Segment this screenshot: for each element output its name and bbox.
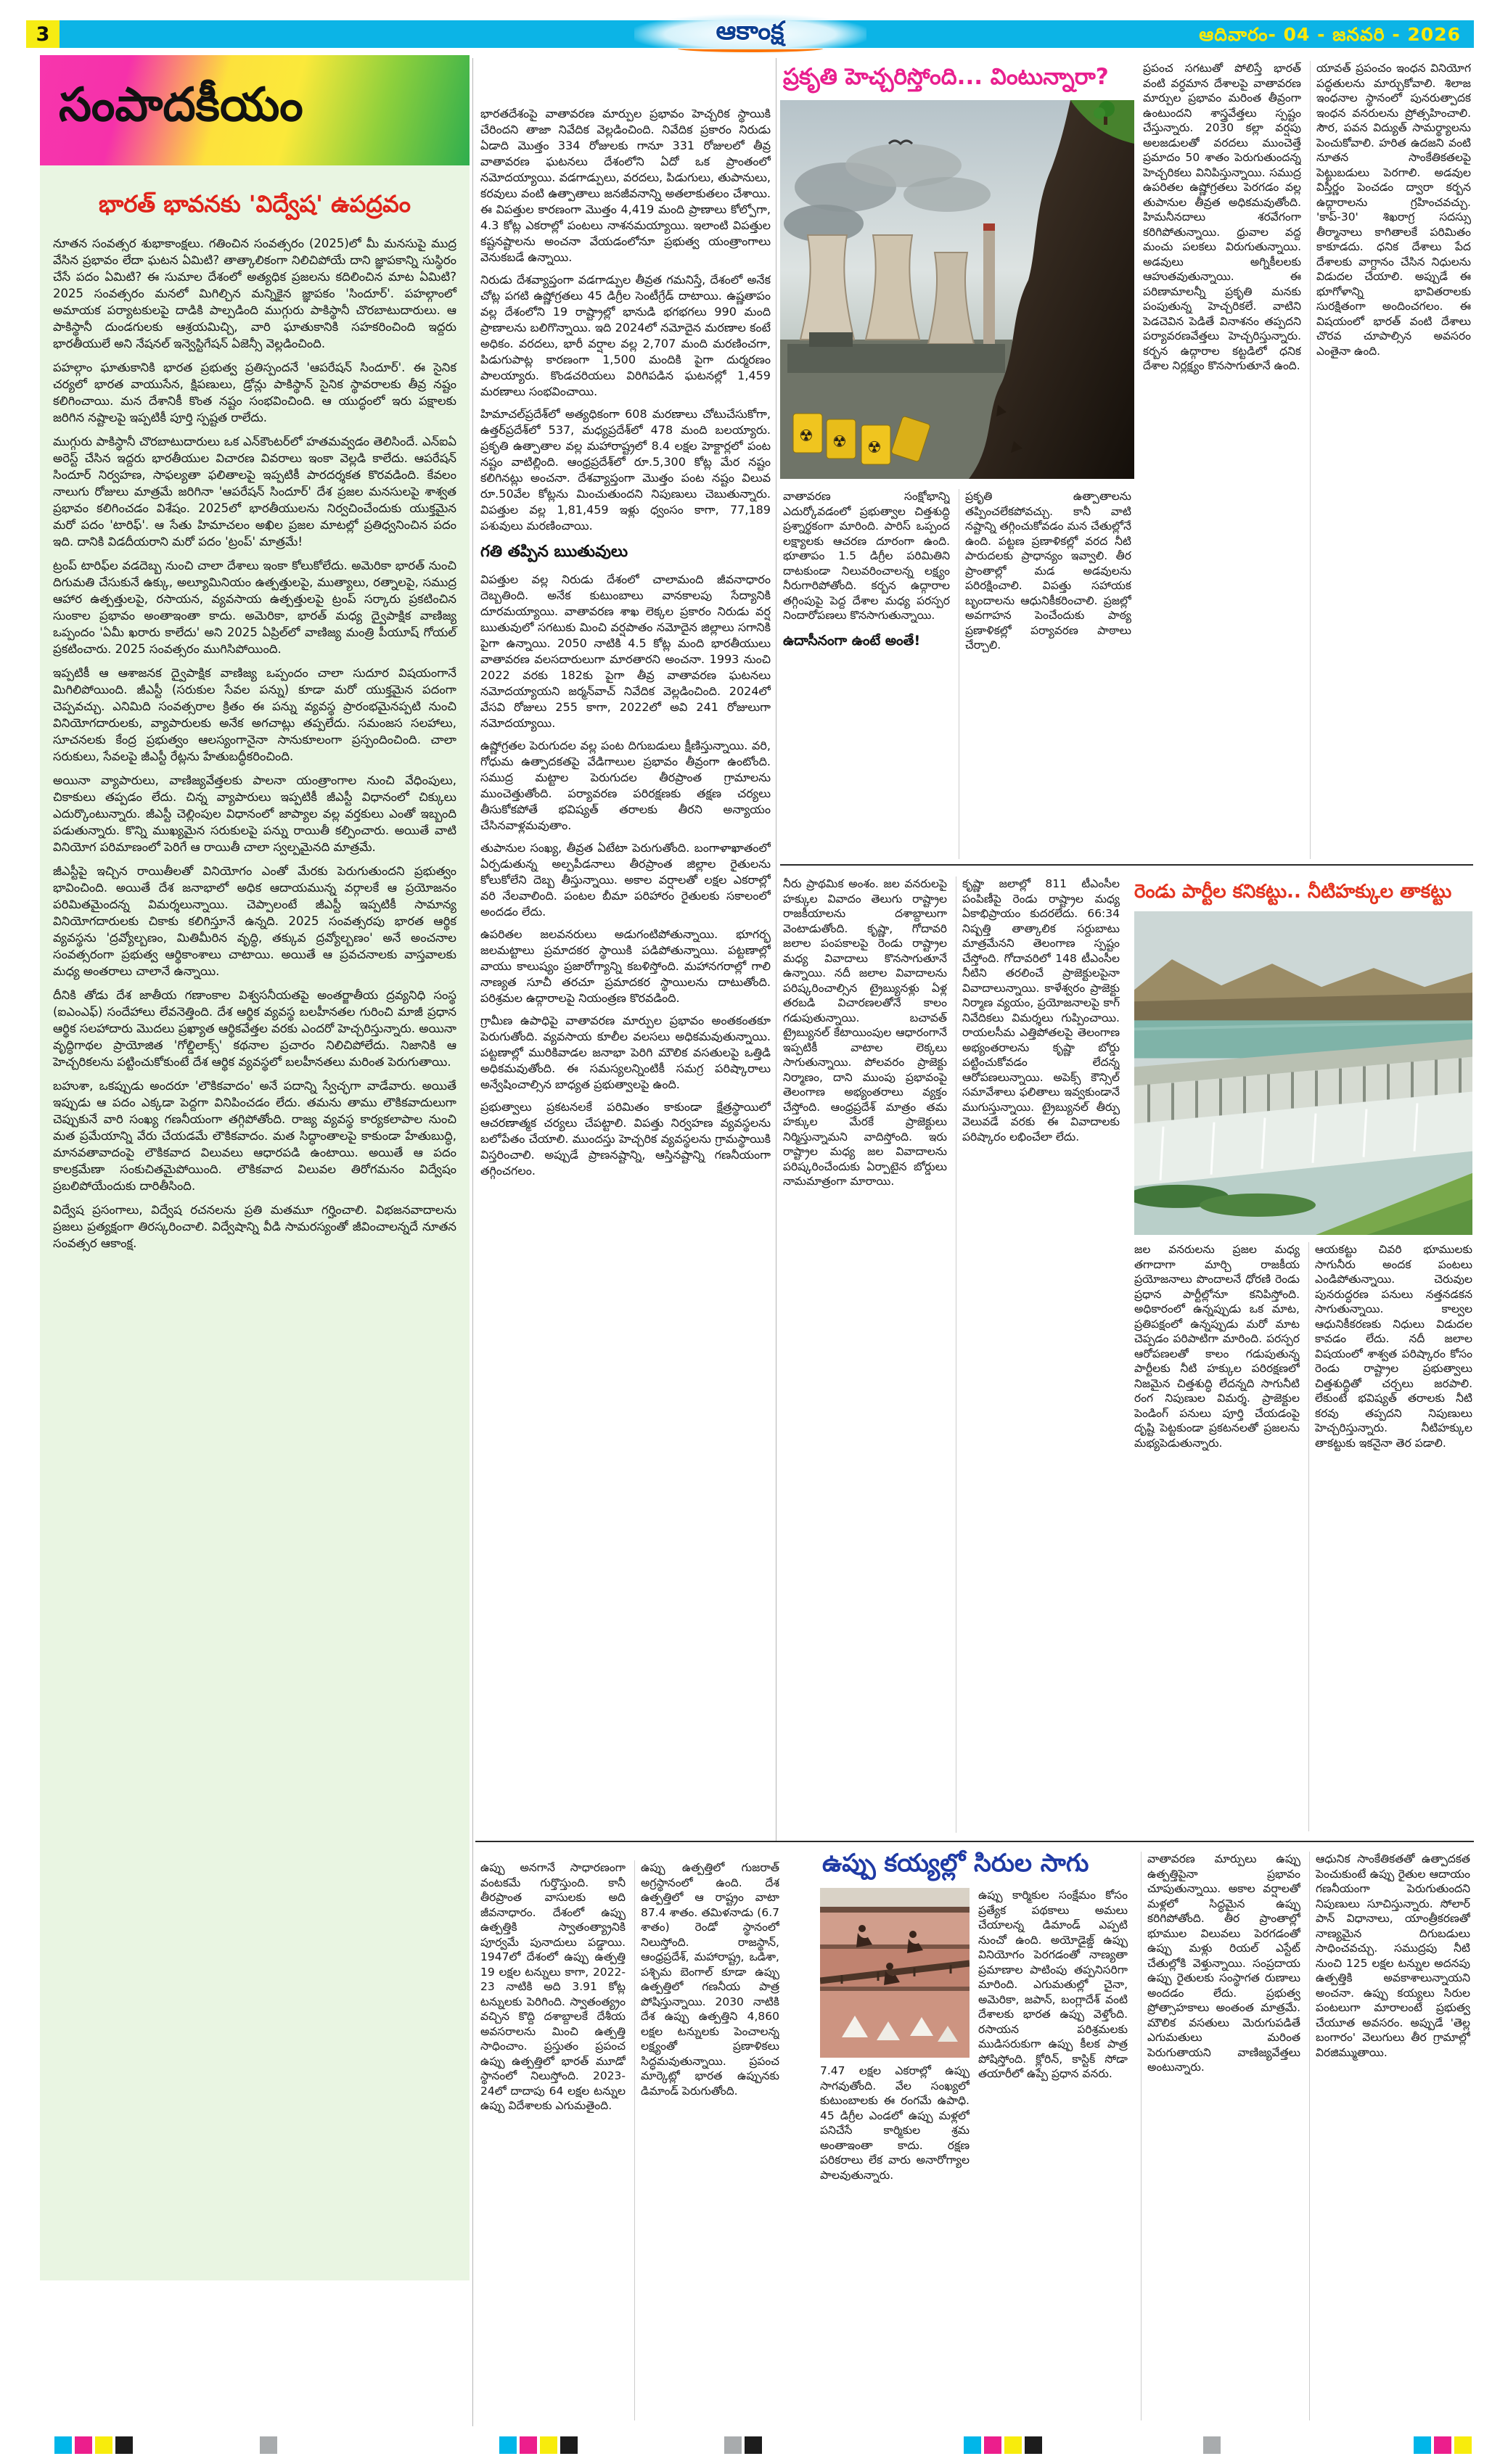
article-paragraph: ప్రభుత్వాలు ప్రకటనలకే పరిమితం కాకుండా క్షేత్రస్థాయిలో ఆచరణాత్మక చర్యలు చేపట్టాలి. విపత్తు నిర్వహణ వ్యవస్థలను బలోపేతం చేయాలి. ముందస్తు హెచ్చరిక వ్యవస్థలను గ్రామస్థాయికి విస్తరించాలి. అప్పుడే ప్రాణనష్టాన్ని, ఆస్తినష్టాన్ని గణనీయంగా తగ్గించగలం. bbox=[480, 1100, 771, 1178]
header-bar bbox=[26, 17, 1474, 48]
salt-article bbox=[475, 1844, 1475, 2426]
article-column bbox=[783, 489, 950, 859]
article-column: కృష్ణా జలాల్లో 811 టీఎంసీల పంపిణీపై రెండు రాష్ట్రాల మధ్య ఏకాభిప్రాయం కుదరలేదు. 66:34 నిష్పత్తి తాత్కాలిక సర్దుబాటు మాత్రమేనని తెలంగాణ స్పష్టం చేస్తోంది. గోదావరిలో 148 టీఎంసీల నీటిని తరలించే ప్రాజెక్టులపైనా వివాదాలున్నాయి. కాళేశ్వరం ప్రాజెక్టు నిర్మాణ వ్యయం, ప్రయోజనాలపై కాగ్ నివేదికలు విమర్శలు గుప్పించాయి. రాయలసీమ ఎత్తిపోతలపై తెలంగాణ అభ్యంతరాలను కృష్ణా బోర్డు పట్టించుకోవడం లేదన్న ఆరోపణలున్నాయి. అపెక్స్ కౌన్సిల్ సమావేశాలు ఫలితాలు ఇవ్వకుండానే ముగుస్తున్నాయి. ట్రైబ్యునల్ తీర్పు వెలువడే వరకు ఈ వివాదాలకు పరిష్కారం లభించేలా లేదు. bbox=[956, 876, 1120, 1833]
print-color-patch bbox=[1203, 2436, 1221, 2454]
article-column: 7.47 లక్షల ఎకరాల్లో ఉప్పు సాగవుతోంది. వేల సంఖ్యలో కుటుంబాలకు ఈ రంగమే ఉపాధి. 45 డిగ్రీల ఎండలో ఉప్పు మళ్లలో పనిచేసే కార్మికుల శ్రమ అంతాఇంతా కాదు. రక్షణ పరికరాలు లేక వారు అనారోగ్యాల పాలవుతున్నారు. bbox=[820, 2064, 970, 2182]
print-color-patch bbox=[1454, 2436, 1472, 2454]
article-column: వాతావరణ మార్పులు ఉప్పు ఉత్పత్తిపైనా ప్రభావం చూపుతున్నాయి. అకాల వర్షాలతో మళ్లలో సిద్ధమైన ఉప్పు కరిగిపోతోంది. తీర ప్రాంతాల్లో భూముల విలువలు పెరగడంతో ఉప్పు మళ్లు రియల్ ఎస్టేట్ చేతుల్లోకి వెళ్తున్నాయి. సంప్రదాయ ఉప్పు రైతులకు సంస్థాగత రుణాలు అందడం లేదు. ప్రభుత్వ ప్రోత్సాహకాలు అంతంత మాత్రమే. మౌలిక వసతులు మెరుగుపడితే ఎగుమతులు మరింత పెరుగుతాయని వాణిజ్యవేత్తలు అంటున్నారు. bbox=[1141, 1852, 1300, 2420]
editorial-masthead bbox=[40, 55, 470, 165]
article-paragraph: విపత్తుల వల్ల నిరుడు దేశంలో చాలామంది జీవనాధారం దెబ్బతింది. అనేక కుటుంబాలు వానకాలపు సేద్యానికి దూరమయ్యాయి. వాతావరణ శాఖ లెక్కల ప్రకారం నిరుడు వర్ష ఋతువులో సగటుకు మించి వర్షపాతం నమోదైన జిల్లాలు సగానికి పైగా ఉన్నాయి. 2050 నాటికి 4.5 కోట్ల మంది భారతీయులు వాతావరణ వలసదారులుగా మారతారని అంచనా. 1993 నుంచి 2022 వరకు 182కు పైగా తీవ్ర వాతావరణ ఘటనలు నమోదయ్యాయని జర్మన్‌వాచ్ నివేదిక వెల్లడించింది. 2024లో వేసవి రోజులు 255 కాగా, 2022లో అవి 241 రోజులుగా నమోదయ్యాయి. bbox=[480, 572, 771, 730]
editorial-paragraph: అయినా వ్యాపారులు, వాణిజ్యవేత్తలకు పాలనా యంత్రాంగాల నుంచి వేధింపులు, చికాకులు తప్పడం లేదు. చిన్న వ్యాపారులు ఇప్పటికీ జీఎస్టీ విధానంలో చిక్కులు ఎదుర్కొంటున్నారు. జీఎస్టీ చెల్లింపుల విధానంలో జాప్యాల వల్ల వర్తకులు ఎంతో ఇబ్బంది పడుతున్నారు. కొన్ని ముఖ్యమైన సరుకులపై పన్ను రాయితీ కల్పించారు. అయితే వాటి వినియోగ పరిమాణంలో పెరిగే ఆ రాయితీ చాలా స్వల్పమైనది మాత్రమే. bbox=[53, 773, 456, 854]
editorial-section-title: సంపాదకీయం bbox=[59, 78, 303, 132]
editorial-headline: భారత్ భావనకు 'విద్వేష' ఉపద్రవం bbox=[99, 190, 411, 218]
pull-quote: ఉదాసీనంగా ఉంటే అంతే! bbox=[783, 632, 921, 649]
salt-headline: ఉప్పు కయ్యల్లో సిరుల సాగు bbox=[822, 1849, 1089, 1878]
pollution-cliff-image bbox=[780, 100, 1134, 479]
water-headline: రెండు పార్టీల కనికట్టు.. నీటిహక్కుల తాకట్టు bbox=[1134, 881, 1452, 903]
editorial-paragraph: పహల్గాం ఘాతుకానికి భారత ప్రభుత్వ ప్రతిస్పందనే 'ఆపరేషన్ సిందూర్'. ఈ సైనిక చర్యలో భారత వాయుసేన, క్షిపణులు, డ్రోన్లు పాకిస్థాన్ సైనిక స్థావరాలకు తీవ్ర నష్టం కలిగించాయి. మన దేశానికీ కొంత నష్టం సంభవించింది. ఆ యుద్ధంలో ఇరు పక్షాలకు జరిగిన నష్టాలపై ఇప్పటికీ పూర్తి స్పష్టత రాలేదు. bbox=[53, 361, 456, 424]
article-column: ఉప్పు ఉత్పత్తిలో గుజరాత్ అగ్రస్థానంలో ఉంది. దేశ ఉత్పత్తిలో ఆ రాష్ట్రం వాటా 87.4 శాతం. తమిళనాడు (6.7 శాతం) రెండో స్థానంలో నిలుస్తోంది. రాజస్థాన్, ఆంధ్రప్రదేశ్, మహారాష్ట్ర, ఒడిశా, పశ్చిమ బెంగాల్ కూడా ఉప్పు ఉత్పత్తిలో గణనీయ పాత్ర పోషిస్తున్నాయి. 2030 నాటికి దేశ ఉప్పు ఉత్పత్తిని 4,860 లక్షల టన్నులకు పెంచాలన్న లక్ష్యంతో ప్రణాళికలు సిద్ధమవుతున్నాయి. ప్రపంచ మార్కెట్లో భారత ఉప్పునకు డిమాండ్ పెరుగుతోంది. bbox=[634, 1860, 779, 2420]
section-divider bbox=[475, 1841, 1474, 1842]
column-rule bbox=[472, 58, 473, 2426]
print-color-patch bbox=[540, 2436, 557, 2454]
article-paragraph: గ్రామీణ ఉపాధిపై వాతావరణ మార్పుల ప్రభావం అంతకంతకూ పెరుగుతోంది. వ్యవసాయ కూలీల వలసలు అధికమవుతున్నాయి. పట్టణాల్లో మురికివాడల జనాభా పెరిగి మౌలిక వసతులపై ఒత్తిడి అధికమవుతోంది. ఈ సమస్యలన్నింటికీ సమగ్ర పరిష్కారాలు అన్వేషించాల్సిన బాధ్యత ప్రభుత్వాలపై ఉంది. bbox=[480, 1014, 771, 1091]
print-color-patch bbox=[1434, 2436, 1451, 2454]
nature-headline: ప్రకృతి హెచ్చరిస్తోంది... వింటున్నారా? bbox=[783, 64, 1109, 90]
print-color-patch bbox=[1025, 2436, 1042, 2454]
article-column: జల వనరులను ప్రజల మధ్య తగాదాగా మార్చి రాజకీయ ప్రయోజనాలు పొందాలనే ధోరణి రెండు ప్రధాన పార్టీల్లోనూ కనిపిస్తోంది. అధికారంలో ఉన్నప్పుడు ఒక మాట, ప్రతిపక్షంలో ఉన్నప్పుడు మరో మాట చెప్పడం పరిపాటిగా మారింది. పరస్పర ఆరోపణలతో కాలం గడుపుతున్న పార్టీలకు నీటి హక్కుల పరిరక్షణలో నిజమైన చిత్తశుద్ధి లేదన్నది సాగునీటి రంగ నిపుణుల విమర్శ. ప్రాజెక్టుల పెండింగ్ పనులు పూర్తి చేయడంపై దృష్టి పెట్టకుండా ప్రకటనలతో ప్రజలను మభ్యపెడుతున్నారు. bbox=[1134, 1243, 1300, 1450]
editorial-paragraph: దీనికి తోడు దేశ జాతీయ గణాంకాల విశ్వసనీయతపై అంతర్జాతీయ ద్రవ్యనిధి సంస్థ (ఐఎంఎఫ్) సందేహాలు లేవనెత్తింది. దేశ ఆర్థిక వ్యవస్థ బలహీనతల గురించి మాజీ ప్రధాన ఆర్థిక సలహాదారు మొదలు ప్రఖ్యాత ఆర్థికవేత్తల వరకు ఎందరో హెచ్చరిస్తున్నారు. అయినా వృద్ధిగాథల ప్రాయోజిత 'గోల్డిలాక్స్' కథనాల ప్రచారం నిలిచిపోలేదు. నిజానికి ఆ హెచ్చరికలను పట్టించుకోకుంటే దేశ ఆర్థిక వ్యవస్థలో బలహీనతలు మరింత పెరుగుతాయి. bbox=[53, 988, 456, 1069]
print-color-patch bbox=[95, 2436, 112, 2454]
article-column: ఉప్పు అనగానే సాధారణంగా వంటకమే గుర్తొస్తుంది. కానీ తీరప్రాంత వాసులకు అది జీవనాధారం. దేశంలో ఉప్పు ఉత్పత్తికి స్వాతంత్య్రానికి పూర్వమే పునాదులు పడ్డాయి. 1947లో దేశంలో ఉప్పు ఉత్పత్తి 19 లక్షల టన్నులు కాగా, 2022-23 నాటికి అది 3.91 కోట్ల టన్నులకు పెరిగింది. స్వాతంత్య్రం వచ్చిన కొద్ది దశాబ్దాలకే దేశీయ అవసరాలను మించి ఉత్పత్తి సాధించాం. ప్రస్తుతం ప్రపంచ ఉప్పు ఉత్పత్తిలో భారత్ మూడో స్థానంలో నిలుస్తోంది. 2023-24లో దాదాపు 64 లక్షల టన్నుల ఉప్పు విదేశాలకు ఎగుమతైంది. bbox=[480, 1861, 626, 2112]
editorial-paragraph: ట్రంప్ టారిఫ్‌ల వడదెబ్బ నుంచి చాలా దేశాలు ఇంకా కోలుకోలేదు. అమెరికా భారత్ నుంచి దిగుమతి చేసుకునే ఉక్కు, అల్యూమినియం ఉత్పత్తులపై, ముత్యాలు, రత్నాలపై, సముద్ర ఆహార ఉత్పత్తులపై, రసాయన, వ్యవసాయ ఉత్పత్తులపై ట్రంప్ సర్కారు ప్రకటించిన సుంకాల ప్రభావం అంతాఇంతా కాదు. అమెరికా, భారత్ మధ్య ద్వైపాక్షిక వాణిజ్య ఒప్పందం 'ఏమీ ఖరారు కాలేదు' అని 2025 ఏప్రిల్‌లో వాణిజ్య మంత్రి పీయూష్ గోయల్ ప్రకటించారు. 2025 సంవత్సరం ముగిసిపోయింది. bbox=[53, 559, 456, 656]
article-column: ఆధునిక సాంకేతికతతో ఉత్పాదకత పెంచుకుంటే ఉప్పు రైతుల ఆదాయం గణనీయంగా పెరుగుతుందని నిపుణులు సూచిస్తున్నారు. సోలార్ పాన్ విధానాలు, యాంత్రీకరణతో నాణ్యమైన దిగుబడులు సాధించవచ్చు. సముద్రపు నీటి నుంచి 125 లక్షల టన్నుల అదనపు ఉత్పత్తికి అవకాశాలున్నాయని అంచనా. ఉప్పు కయ్యలు సిరుల పంటలుగా మారాలంటే ప్రభుత్వ చేయూత అవసరం. అప్పుడే 'తెల్ల బంగారం' వెలుగులు తీర గ్రామాల్లో విరజిమ్ముతాయి. bbox=[1309, 1852, 1470, 2420]
article-column: ఉప్పు కార్మికుల సంక్షేమం కోసం ప్రత్యేక పథకాలు అమలు చేయాలన్న డిమాండ్ ఎప్పటి నుంచో ఉంది. అయోడైజ్డ్ ఉప్పు వినియోగం పెరగడంతో నాణ్యతా ప్రమాణాల పాటింపు తప్పనిసరిగా మారింది. ఎగుమతుల్లో చైనా, అమెరికా, జపాన్, బంగ్లాదేశ్ వంటి దేశాలకు భారత ఉప్పు వెళ్తోంది. రసాయన పరిశ్రమలకు ముడిసరుకుగా ఉప్పు కీలక పాత్ర పోషిస్తోంది. క్లోరిన్, కాస్టిక్ సోడా తయారీలో ఉప్పే ప్రధాన వనరు. bbox=[978, 1889, 1128, 2080]
dam-reservoir-artwork bbox=[1134, 911, 1472, 1235]
print-color-patch bbox=[75, 2436, 92, 2454]
print-color-patch bbox=[724, 2436, 742, 2454]
salt-farming-image bbox=[820, 1888, 970, 2058]
print-color-patch bbox=[984, 2436, 1001, 2454]
print-color-patch bbox=[520, 2436, 537, 2454]
article-column: ప్రకృతి ఉత్పాతాలను తప్పించలేకపోవచ్చు. కానీ వాటి నష్టాన్ని తగ్గించుకోవడం మన చేతుల్లోనే ఉంది. పట్టణ ప్రణాళికల్లో వరద నీటి పారుదలకు ప్రాధాన్యం ఇవ్వాలి. తీర ప్రాంతాల్లో మడ అడవులను పరిరక్షించాలి. విపత్తు సహాయక బృందాలను ఆధునికీకరించాలి. ప్రజల్లో అవగాహన పెంచేందుకు పాఠ్య ప్రణాళికల్లో పర్యావరణ పాఠాలు చేర్చాలి. bbox=[959, 489, 1131, 859]
print-color-patch bbox=[964, 2436, 981, 2454]
registration-marks bbox=[0, 2436, 1500, 2455]
water-article bbox=[780, 869, 1473, 1838]
article-paragraph: భారతదేశంపై వాతావరణ మార్పుల ప్రభావం హెచ్చరిక స్థాయికి చేరిందని తాజా నివేదిక వెల్లడించింది. నివేదిక ప్రకారం నిరుడు ఏడాది మొత్తం 334 రోజులకు గానూ 331 రోజులలో తీవ్ర వాతావరణ ఘటనలు దేశంలోని ఏదో ఒక ప్రాంతంలో నమోదయ్యాయి. వడగాడ్పులు, వరదలు, పిడుగులు, తుపానులు, కరవులు వంటి ఉత్పాతాలు జనజీవనాన్ని అతలాకుతలం చేశాయి. ఈ విపత్తుల కారణంగా మొత్తం 4,419 మంది ప్రాణాలు కోల్పోగా, 4.3 కోట్ల ఎకరాల్లో పంటలు నాశనమయ్యాయి. ఇలాంటి విపత్తుల కష్టనష్టాలను అంచనా వేయడంలోనూ ప్రభుత్వ యంత్రాంగాలు వెనుకబడే ఉన్నాయి. bbox=[480, 107, 771, 264]
article-paragraph: ఉష్ణోగ్రతల పెరుగుదల వల్ల పంట దిగుబడులు క్షీణిస్తున్నాయి. వరి, గోధుమ ఉత్పాదకతపై వేడిగాలుల ప్రభావం తీవ్రంగా ఉంటోంది. సముద్ర మట్టాల పెరుగుదల తీరప్రాంత గ్రామాలను ముంచెత్తుతోంది. పర్యావరణ పరిరక్షణకు తక్షణ చర్యలు తీసుకోకపోతే భవిష్యత్ తరాలకు తీరని అన్యాయం చేసినవాళ్లమవుతాం. bbox=[480, 739, 771, 832]
article-column: నీరు ప్రాథమిక అంశం. జల వనరులపై హక్కుల వివాదం తెలుగు రాష్ట్రాల రాజకీయాలను దశాబ్దాలుగా వెంటాడుతోంది. కృష్ణా, గోదావరి జలాల పంపకాలపై రెండు రాష్ట్రాల మధ్య వివాదాలు కొనసాగుతూనే ఉన్నాయి. నదీ జలాల వివాదాలను పరిష్కరించాల్సిన ట్రైబ్యునళ్లు ఏళ్ల తరబడి విచారణలతోనే కాలం గడుపుతున్నాయి. బచావత్ ట్రైబ్యునల్ కేటాయింపుల ఆధారంగానే ఇప్పటికీ వాటాల లెక్కలు సాగుతున్నాయి. పోలవరం ప్రాజెక్టు నిర్మాణం, దాని ముంపు ప్రభావంపై తెలంగాణ అభ్యంతరాలు వ్యక్తం చేస్తోంది. ఆంధ్రప్రదేశ్ మాత్రం తమ హక్కుల మేరకే ప్రాజెక్టులు నిర్మిస్తున్నామని వాదిస్తోంది. ఇరు రాష్ట్రాల మధ్య జల వివాదాలను పరిష్కరించేందుకు ఏర్పాటైన బోర్డులు నామమాత్రంగా మారాయి. bbox=[783, 877, 947, 1188]
svg-text:☢: ☢ bbox=[832, 433, 847, 451]
article-text: వాతావరణ సంక్షోభాన్ని ఎదుర్కోవడంలో ప్రభుత్వాల చిత్తశుద్ధి ప్రశ్నార్థకంగా మారింది. పారిస్ ఒప్పంద లక్ష్యాలకు ఆచరణ దూరంగా ఉంది. భూతాపం 1.5 డిగ్రీల పరిమితిని దాటకుండా నిలువరించాలన్న లక్ష్యం నీరుగారిపోతోంది. కర్బన ఉద్గారాల తగ్గింపుపై పెద్ద దేశాల మధ్య పరస్పర నిందారోపణలు కొనసాగుతున్నాయి. bbox=[783, 490, 950, 622]
print-color-patch bbox=[1004, 2436, 1022, 2454]
editorial-body bbox=[40, 235, 470, 1252]
section-divider bbox=[780, 864, 1473, 866]
article-column: ప్రపంచ సగటుతో పోలిస్తే భారత్ వంటి వర్ధమాన దేశాలపై వాతావరణ మార్పుల ప్రభావం మరింత తీవ్రంగా ఉంటుందని శాస్త్రవేత్తలు స్పష్టం చేస్తున్నారు. 2030 కల్లా వర్షపు అలజడులతో వరదలు ముంచెత్తే ప్రమాదం 50 శాతం పెరుగుతుందన్న హెచ్చరికలు వినిపిస్తున్నాయి. సముద్ర ఉపరితల ఉష్ణోగ్రతలు పెరగడం వల్ల తుపానుల తీవ్రత అధికమవుతోంది. హిమనీనదాలు శరవేగంగా కరిగిపోతున్నాయి. ధ్రువాల వద్ద మంచు పలకలు విరుగుతున్నాయి. అడవులు అగ్నికీలలకు ఆహుతవుతున్నాయి. ఈ పరిణామాలన్నీ ప్రకృతి మనకు పంపుతున్న హెచ్చరికలే. వాటిని పెడచెవిన పెడితే వినాశనం తప్పదని పర్యావరణవేత్తలు హెచ్చరిస్తున్నారు. కర్బన ఉద్గారాల కట్టడిలో ధనిక దేశాల నిర్లక్ష్యం కొనసాగుతూనే ఉంది. bbox=[1143, 62, 1301, 372]
print-color-patch bbox=[745, 2436, 762, 2454]
editorial-paragraph: బహుశా, ఒకప్పుడు అందరూ 'లౌకికవాదం' అనే పదాన్ని స్వేచ్ఛగా వాడేవారు. అయితే ఇప్పుడు ఆ పదం ఎక్కడా పెద్దగా వినిపించడం లేదు. తమను తాము లౌకికవాదులుగా చెప్పుకునే వారి సంఖ్య గణనీయంగా తగ్గిపోతోంది. రాజ్య వ్యవస్థ కార్యకలాపాల నుంచి మత ప్రమేయాన్ని వేరు చేయడమే లౌకికవాదం. మత సిద్ధాంతాలపై కాకుండా హేతుబుద్ధి, మానవతావాదంపై లౌకికవాద విలువలు ఆధారపడి ఉంటాయి. అయితే ఆ పదం కాలక్రమేణా సంకుచితమైపోయింది. లౌకికవాద విలువల తిరోగమనం విద్వేషం ప్రబలిపోయేందుకు దారితీసింది. bbox=[53, 1079, 456, 1193]
climate-subhead: గతి తప్పిన ఋతువులు bbox=[480, 543, 628, 561]
editorial-section bbox=[40, 55, 470, 2280]
print-color-patch bbox=[260, 2436, 277, 2454]
pollution-cliff-artwork bbox=[780, 100, 1134, 479]
article-paragraph: నిరుడు దేశవ్యాప్తంగా వడగాడ్పుల తీవ్రత గమనిస్తే, దేశంలో అనేక చోట్ల పగటి ఉష్ణోగ్రతలు 45 డిగ్రీల సెంటీగ్రేడ్ దాటాయి. ఉష్ణతాపం వల్ల దేశంలోని 19 రాష్ట్రాల్లో భానుడి భగభగలు 990 మంది ప్రాణాలను బలిగొన్నాయి. ఇది 2024లో నమోదైన మరణాల కంటే అధికం. వరదలు, భారీ వర్షాల వల్ల 2,707 మంది మరణించగా, పిడుగుపాట్ల కారణంగా 1,500 మందికి పైగా దుర్మరణం పాలయ్యారు. కొండచరియలు విరిగిపడిన ఘటనల్లో 1,459 మరణాలు సంభవించాయి. bbox=[480, 273, 771, 398]
editorial-paragraph: నూతన సంవత్సర శుభాకాంక్షలు. గతించిన సంవత్సరం (2025)లో మీ మనసుపై ముద్ర వేసిన ప్రభావం లేదా ఘటన ఏమిటి? తాత్కాలికంగా నిలిచిపోయే దాని జ్ఞాపకాన్ని సుస్థిరం చేసే పదం ఏమిటి? ఈ సుమాల దేశంలో అత్యధిక ప్రజలను కదిలించిన మాట ఏమిటి? 2025 సంవత్సరం మనలో మిగిల్చిన మన్నికైన జ్ఞాపకం 'సిందూర్'. పహల్గాంలో అమాయక పర్యాటకులపై దాడికి పాల్పడింది ముగ్గురు పాకిస్థానీ చొరబాటుదారులు. ఆ పాకిస్థానీ దుండగులకు ఆశ్రయమిచ్చి, వారి ఘాతుకానికి సహకరించింది ఇద్దరు భారతీయులే అని నేషనల్ ఇన్వెస్టిగేషన్ ఏజెన్సీ వెల్లడించింది. bbox=[53, 237, 456, 350]
article-column: ఆయకట్టు చివరి భూములకు సాగునీరు అందక పంటలు ఎండిపోతున్నాయి. చెరువుల పునరుద్ధరణ పనులు నత్తనడకన సాగుతున్నాయి. కాల్వల ఆధునికీకరణకు నిధులు విడుదల కావడం లేదు. నదీ జలాల విషయంలో శాశ్వత పరిష్కారం కోసం రెండు రాష్ట్రాల ప్రభుత్వాలు చిత్తశుద్ధితో చర్చలు జరపాలి. లేకుంటే భవిష్యత్ తరాలకు నీటి కరవు తప్పదని నిపుణులు హెచ్చరిస్తున్నారు. నీటిహక్కుల తాకట్టుకు ఇకనైనా తెర పడాలి. bbox=[1308, 1242, 1472, 1831]
article-paragraph: ఉపరితల జలవనరులు అడుగంటిపోతున్నాయి. భూగర్భ జలమట్టాలు ప్రమాదకర స్థాయికి పడిపోతున్నాయి. పట్టణాల్లో వాయు కాలుష్యం ప్రజారోగ్యాన్ని కబళిస్తోంది. మహానగరాల్లో గాలి నాణ్యత సూచీ తరచూ ప్రమాదకర స్థాయిలను దాటుతోంది. పరిశ్రమల ఉద్గారాలపై నియంత్రణ కొరవడింది. bbox=[480, 927, 771, 1005]
print-color-patch bbox=[54, 2436, 72, 2454]
page-number: 3 bbox=[26, 20, 60, 48]
climate-article-column bbox=[480, 106, 771, 1841]
newspaper-name: ఆకాంక్ష bbox=[716, 17, 784, 46]
article-paragraph: హిమాచల్‌ప్రదేశ్‌లో అత్యధికంగా 608 మరణాలు చోటుచేసుకోగా, ఉత్తర్‌ప్రదేశ్‌లో 537, మధ్యప్రదేశ్‌లో 478 మంది బలయ్యారు. ప్రకృతి ఉత్పాతాల వల్ల మహారాష్ట్రలో 8.4 లక్షల హెక్టార్లలో పంట నష్టం వాటిల్లింది. ఆంధ్రప్రదేశ్‌లో రూ.5,300 కోట్ల మేర నష్టం కలిగినట్లు అంచనా. దేశవ్యాప్తంగా మొత్తం పంట నష్టం విలువ రూ.50వేల కోట్లను మించుతుందని నిపుణులు చెబుతున్నారు. విపత్తుల వల్ల 1,81,459 ఇళ్లు ధ్వంసం కాగా, 77,189 పశువులు మరణించాయి. bbox=[480, 407, 771, 533]
dam-reservoir-image bbox=[1134, 911, 1472, 1235]
article-column: యావత్ ప్రపంచం ఇంధన వినియోగ పద్ధతులను మార్చుకోవాలి. శిలాజ ఇంధనాల స్థానంలో పునరుత్పాదక ఇంధన వనరులను ప్రోత్సహించాలి. సౌర, పవన విద్యుత్ సామర్థ్యాలను పెంచుకోవాలి. హరిత ఉదజని వంటి నూతన సాంకేతికతలపై పెట్టుబడులు పెరగాలి. అడవుల విస్తీర్ణం పెంచడం ద్వారా కర్బన ఉద్గారాలను గ్రహించవచ్చు. 'కాప్-30' శిఖరాగ్ర సదస్సు తీర్మానాలు కాగితాలకే పరిమితం కాకూడదు. ధనిక దేశాలు పేద దేశాలకు వాగ్దానం చేసిన నిధులను విడుదల చేయాలి. అప్పుడే ఈ భూగోళాన్ని భావితరాలకు సురక్షితంగా అందించగలం. ఈ విషయంలో భారత్ వంటి దేశాలు చొరవ చూపాల్సిన అవసరం ఎంతైనా ఉంది. bbox=[1310, 61, 1471, 859]
newspaper-logo bbox=[634, 15, 866, 54]
svg-text:☢: ☢ bbox=[867, 439, 882, 457]
nature-article bbox=[780, 58, 1473, 862]
svg-text:☢: ☢ bbox=[799, 427, 813, 445]
print-color-patch bbox=[115, 2436, 133, 2454]
editorial-paragraph: జీఎస్టీపై ఇచ్చిన రాయితీలతో వినియోగం ఎంతో మేరకు పెరుగుతుందని ప్రభుత్వం భావించింది. అయితే దేశ జనాభాలో అధిక ఆదాయమున్న వర్గాలకే ఆ ప్రయోజనం పరిమితమైందన్న విమర్శలున్నాయి. చెప్పాలంటే జీఎస్టీ ఇప్పటికీ సామాన్య వినియోగదారులకు చికాకు కలిగిస్తూనే ఉన్నది. 2025 సంవత్సరపు భారత ఆర్థిక వ్యవస్థను 'ద్రవ్యోల్బణం, మితిమీరిన వృద్ధి, తక్కువ ద్రవ్యోల్బణం' అనే అంచనాల సంవత్సరంగా ప్రభుత్వ ఆర్థికాంశాలు చాటాయి. అయితే ఆ ప్రవచనాలకు వాస్తవాలకు మధ్య అంతరాలు చాలానే ఉన్నాయి. bbox=[53, 864, 456, 978]
print-color-patch bbox=[499, 2436, 517, 2454]
editorial-paragraph: ముగ్గురు పాకిస్థానీ చొరబాటుదారులు ఒక ఎన్‌కౌంటర్‌లో హతమవ్వడం తెలిసిందే. ఎన్ఐఏ అరెస్ట్ చేసిన ఇద్దరు భారతీయుల విచారణ వివరాలు ఇంకా వెల్లడి కాలేదు. ఆపరేషన్ సిందూర్ నిర్వహణ, సాఫల్యతా ఫలితాలపై ఇప్పటికీ పారదర్శకత కొరవడింది. కేవలం నాలుగు రోజులు మాత్రమే జరిగినా 'ఆపరేషన్ సిందూర్' దేశ ప్రజల మనసులపై శాశ్వత ప్రభావం కలిగించడం విశేషం. 2025లో భారతీయులను నిర్వచించేందుకు యుక్తమైన మరో పదం 'టారిఫ్'. ఆ సేతు హిమాచలం అఖిల ప్రజల మాటల్లో ప్రతిధ్వనించిన పదం ఇది. దానికి విడదీయరాని మరో పదం 'ట్రంప్' మాత్రమే! bbox=[53, 435, 456, 549]
date-line: ఆదివారం- 04 - జనవరి - 2026 bbox=[1199, 24, 1461, 45]
print-color-patch bbox=[1414, 2436, 1431, 2454]
print-color-patch bbox=[560, 2436, 578, 2454]
article-paragraph: తుపానుల సంఖ్య, తీవ్రత ఏటేటా పెరుగుతోంది. బంగాళాఖాతంలో ఏర్పడుతున్న అల్పపీడనాలు తీరప్రాంత జిల్లాల రైతులను కోలుకోలేని దెబ్బ తీస్తున్నాయి. అకాల వర్షాలతో లక్షల ఎకరాల్లో వరి నేలవాలింది. పంటల బీమా పరిహారం రైతులకు సకాలంలో అందడం లేదు. bbox=[480, 841, 771, 919]
editorial-paragraph: విద్వేష ప్రసంగాలు, విద్వేష రచనలను ప్రతి మతమూ గర్హించాలి. విభజనవాదాలను ప్రజలు ప్రత్యక్షంగా తిరస్కరించాలి. విద్వేషాన్ని వీడి సామరస్యంతో జీవించాలన్నదే నూతన సంవత్సర ఆకాంక్ష. bbox=[53, 1203, 456, 1250]
salt-farming-artwork bbox=[820, 1888, 970, 2058]
editorial-paragraph: ఇప్పటికీ ఆ ఆశాజనక ద్వైపాక్షిక వాణిజ్య ఒప్పందం చాలా సుదూర విషయంగానే మిగిలిపోయింది. జీఎస్టీ (సరుకుల సేవల పన్ను) కూడా మరో యుక్తమైన పదంగా చెప్పవచ్చు. ఎనిమిది సంవత్సరాల క్రితం ఈ పన్ను వ్యవస్థ ప్రారంభమైనప్పటి నుంచి వినియోగదారులకు, వ్యాపారులకు అనేక అగచాట్లు తప్పలేదు. సమంజస సలహాలు, సూచనలకు కేంద్ర ప్రభుత్వం ఆలస్యంగానైనా సానుకూలంగా ప్రస్పందించింది. చాలా సరుకులు, సేవలపై జీఎస్టీ రేట్లను హేతుబద్ధీకరించింది. bbox=[53, 666, 456, 763]
